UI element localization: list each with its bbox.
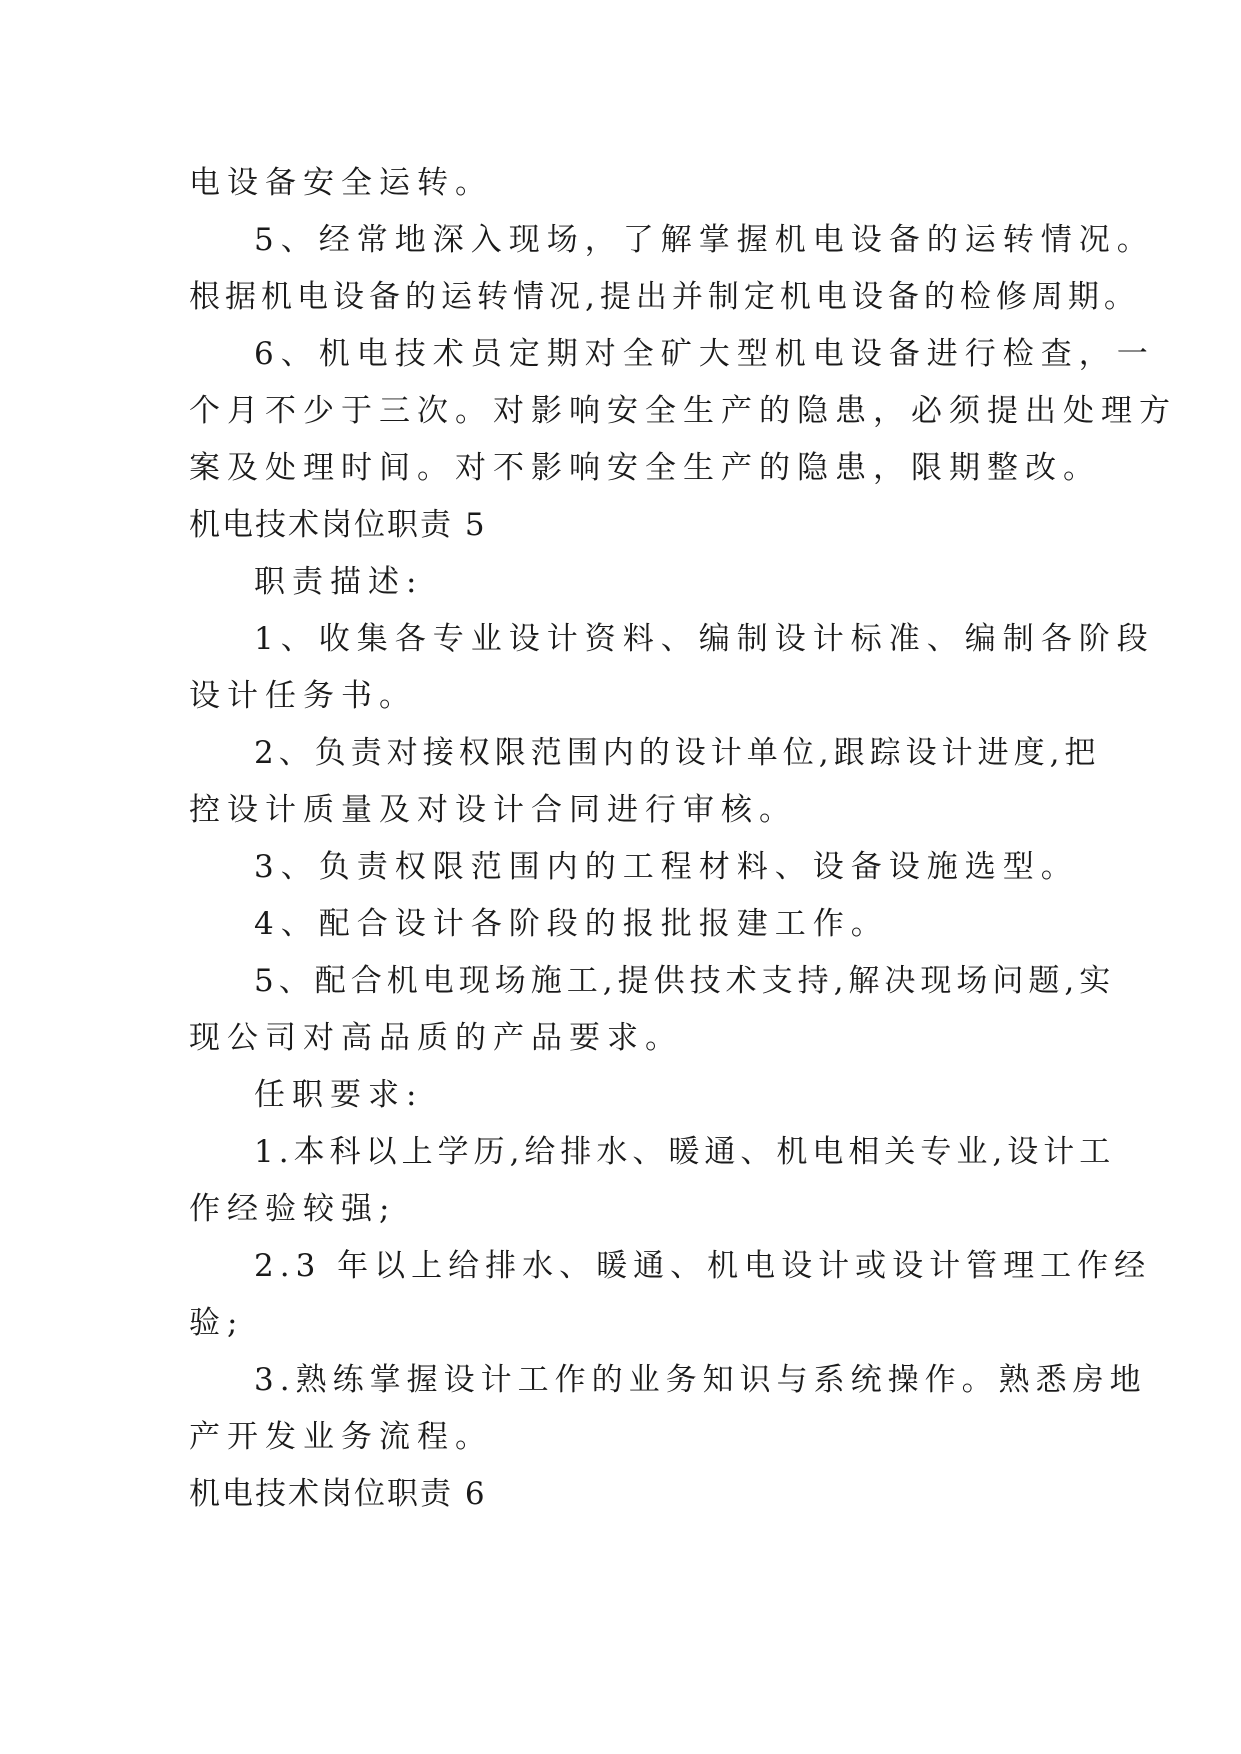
text-line: 4、配合设计各阶段的报批报建工作。 [254, 906, 889, 942]
text-line: 2、负责对接权限范围内的设计单位,跟踪设计进度,把 [254, 735, 1101, 771]
text-line: 现公司对高品质的产品要求。 [189, 1020, 683, 1056]
text-line: 个月不少于三次。对影响安全生产的隐患，必须提出处理方 [189, 393, 1177, 429]
text-line: 6、机电技术员定期对全矿大型机电设备进行检查，一 [254, 336, 1155, 372]
text-line: 作经验较强; [189, 1191, 397, 1227]
section-heading: 机电技术岗位职责 6 [189, 1476, 487, 1512]
text-line: 3.熟练掌握设计工作的业务知识与系统操作。熟悉房地 [254, 1362, 1147, 1398]
text-line: 设计任务书。 [189, 678, 417, 714]
text-line: 根据机电设备的运转情况,提出并制定机电设备的检修周期。 [189, 279, 1140, 315]
text-line: 1、收集各专业设计资料、编制设计标准、编制各阶段 [254, 621, 1155, 657]
text-line: 案及处理时间。对不影响安全生产的隐患，限期整改。 [189, 450, 1101, 486]
text-line: 验; [189, 1305, 245, 1341]
text-line: 产开发业务流程。 [189, 1419, 493, 1455]
text-line: 2.3 年以上给排水、暖通、机电设计或设计管理工作经 [254, 1248, 1152, 1284]
text-line: 电设备安全运转。 [189, 165, 493, 201]
text-line: 5、配合机电现场施工,提供技术支持,解决现场问题,实 [254, 963, 1116, 999]
text-line: 控设计质量及对设计合同进行审核。 [189, 792, 797, 828]
text-line: 1.本科以上学历,给排水、暖通、机电相关专业,设计工 [254, 1134, 1116, 1170]
text-line: 任职要求: [254, 1077, 424, 1113]
text-line: 5、经常地深入现场，了解掌握机电设备的运转情况。 [254, 222, 1155, 258]
text-line: 3、负责权限范围内的工程材料、设备设施选型。 [254, 849, 1079, 885]
text-line: 职责描述: [254, 564, 424, 600]
section-heading: 机电技术岗位职责 5 [189, 507, 487, 543]
